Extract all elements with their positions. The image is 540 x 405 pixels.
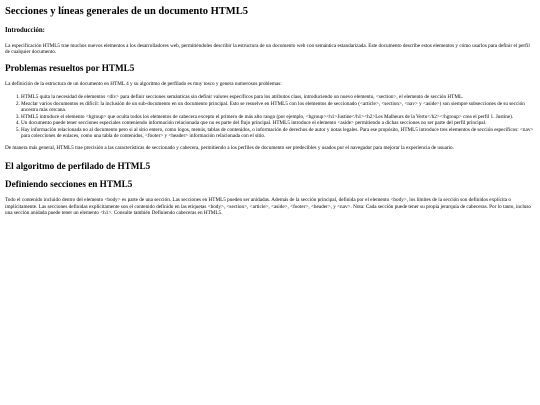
- list-item: 5. Hay información relacionada no al documento pero si al sitio entero, como logos, menús, tablas de contenidos, o información de derechos de autor y notas legales. Para ese propósito, HTML5 introduce tres elementos de sección específicos: <nav> para colecciones de enlaces, como una tabla de contenidos, <footer> y <header> información relacionada con el sitio.: [21, 127, 535, 140]
- list-item: 4. Un documento puede tener secciones especiales conteniendo información relacionada que no es parte del flujo principal. HTML5 introduce el elemento <aside> permitiendo a dichas secciones no ser parte del perfil principal.: [21, 120, 535, 127]
- list-item: 2. Mezclar varios documentos es difícil: la inclusión de un sub-documento en un documento principal. Esto se resuelve en HTML5 con los elementos de seccionado (<article>, <section>, <nav> y <aside>) son siempre subsecciones de su sección ancestra más cercana.: [21, 101, 535, 114]
- intro-heading: Introducción:: [5, 26, 45, 34]
- sections-paragraph: Todo el contenido incluido dentro del elemento <body> es parte de una sección. Las secciones en HTML5 pueden ser anidadas. Además de la sección principal, definida por el elemento <body>, los límites de la sección son definidos explícita o implícitamente. Las secciones definidas explícitamente son el contenido definido en las etiquetas <body>, <section>, <article>, <aside>, <footer>, <header>, y <nav>. Nota: Cada sección puede tener su propia jerarquía de cabeceras. Por lo tanto, incluso una sección anidada puede tener un elemento <h1>. Consulte también Definiendo cabeceras en HTML5.: [5, 197, 531, 217]
- sections-heading: Definiendo secciones en HTML5: [5, 179, 133, 190]
- problems-intro-paragraph: La definición de la estructura de un documento en HTML 4 y su algoritmo de perfilado es muy tosco y genera numerosos problemas:: [5, 80, 282, 87]
- problems-list: [5, 94, 535, 140]
- intro-paragraph: La especificación HTML5 trae muchos nuevos elementos a los desarrolladores web, permitiéndoles describir la estructura de un documento web con semántica estandarizada. Este documento describe estos elementos y cómo usarlos para definir el perfil de cualquier documento.: [5, 42, 530, 56]
- list-item: 1. HTML5 quita la necesidad de elementos <div> para definir secciones semánticas sin definir valores específicos para los atributos class, introduciendo un nuevo elemento, <section>, el elemento de sección HTML.: [21, 94, 535, 101]
- list-item: 3. HTML5 introduce el elemento <hgroup> que oculta todos los elementos de cabecera excepto el primero de más alto rango (por ejemplo, <hgroup><h1>Justine</h1><h2>Les Malheurs de la Vertu</h2></hgroup> crea el perfil 1. Justine).: [21, 114, 535, 121]
- algorithm-heading: El algoritmo de perfilado de HTML5: [5, 161, 151, 172]
- problems-summary-paragraph: De manera más general, HTML5 trae precisión a las características de seccionado y cabecera, permitiendo a los perfiles de documento ser predecibles y usados por el navegador para mejorar la experiencia de usuario.: [5, 144, 454, 151]
- problems-heading: Problemas resueltos por HTML5: [5, 62, 135, 73]
- page-title: Secciones y líneas generales de un documento HTML5: [5, 6, 248, 17]
